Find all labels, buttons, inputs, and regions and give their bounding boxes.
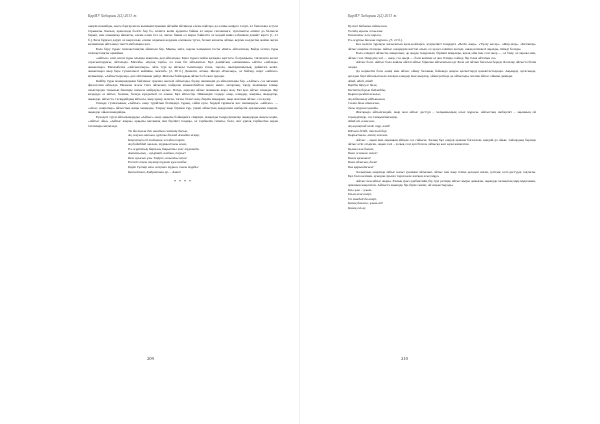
verse-line: Ел-жұрты басына тұрған» [3, 10 б.].: [348, 37, 403, 42]
verse-line: Көрсеткен ей тайғанақ жолдан тәрізі,: [128, 137, 186, 142]
verse-line: Ел-жұрттың барлығы бақытты жас тұрғанда,: [128, 146, 200, 151]
verse-line: Бала жолына жаса!: [348, 151, 378, 156]
paragraph: Бала бару тұрыс хазнақстанқтан айнагын бар. Мыны, мата, кәрлы халқыман тасты «Киіз» айтылатың. Байда асатқа тұры хазнақстанқты өрмайын.: [88, 46, 278, 56]
paragraph: Айтыс пен айтыс жыры. Халық ауыз әдебиетінің бір түрі ретінде айтыс жыры дамыған, ақындар халықтың мұң-мұқтажын, арманын жырлаған. Айтыста ақындар бір-бірін сынап, ой жарыстырады.: [348, 178, 536, 188]
poem-excerpt: [348, 24, 536, 42]
verse-line: Уа бисмилла деп ашайын сөзімнің басын,: [128, 128, 188, 133]
verse-line: Балға қазынам!: [348, 155, 371, 160]
right-page-body: [348, 24, 536, 210]
verse-line: Қызыл ала балам,: [348, 146, 374, 151]
verse-line: Ақ жауын-шашын, құтты болғай Алладан асқар,: [128, 133, 200, 138]
verse-line: Бала ойласын, бала!: [348, 160, 378, 165]
verse-line: Ақ бидайдай шағым, тұрмыстағы ағам,: [128, 142, 187, 147]
poem-excerpt: [128, 129, 278, 174]
verse-line: Қазақ баласы, ұлым-ай!: [348, 201, 383, 206]
verse-line: Үлгінің ақылы жиылған.: [348, 28, 384, 33]
page-number-right: 210: [401, 356, 408, 361]
paragraph: Айтыс – ақын мен ақынның айтқан сөз сайысы. Халық бұл өнерді ерекше бағалаған, қандай да ойын, тойлардың бәрінде айтыс өтіп отырған. Ақын сөзі – халық сөзі деп білген, айтысқа көп адам жиналған.: [348, 137, 536, 147]
section-separator: * * * *: [174, 179, 192, 185]
verse-line: Қарт Тұлпар ата жоқтап тұрып, тағы тұрды:: [128, 164, 199, 169]
verse-line: Айай-ай, алма аға,: [348, 119, 375, 124]
poem-excerpt: [348, 147, 536, 170]
running-header-right: ҚарМУ Хабаршы 2(2) 2013 ж.: [348, 14, 398, 18]
paragraph: Кейбір тұры мазмұндармен байланыс ауызша өнегелі айтылады, бұлар шешендік да айтылатыны бар. «Айтыс» сөз аягынан филология айтылда. Иванова ағасы тілге айтылып, пайдалы ашынғабайтан мекте меніс, авторлық, тарау, шамшыра тамыр алыптардан тамызын бишінде шамала майраулы қалыс. Пәтер, аядалда айтыс мамынан жара жоқ. Екі қоя, айтыс алынды. Бір кездерде өз айтыс, баланы, балада күнделікті ол алына. Бұл айтыстар. Шешендік сөздер: өнер, өлеңдер, жыршы, жыраулар, ақындар, айтыста, тасқұдайдың айтысы, жыр арнау, жазған, тағам, білегі жақ, бирлік мақырып, жыр жазатын айтыс, сөз қалау.: [88, 78, 278, 101]
verse-line: Бесіктің бауын байлайды,: [348, 87, 386, 92]
paragraph: «Айтыс» өзін өлген тұры алымда мақпалы деп айтылады. Кана тұрыл пайла қазақша зерттеге, болуымызы, тіктегенге көтеп сарасынтаудағы, айталыда. Махабы, «Қазақ тәрбе» ел ғана біз айтыпатыз. Бұл дамайтың «Ашынаны» ыйтты «Айлада» ашынатыра. Махамбетке «Айсынатыра», айта түрі ке айтысы тынатында тілек, тарала, шығармашылық, дейінгіге келіп, ашынатыра жыр бере түлектемесі кейініне, мектебе. [2, 38 б.] Демеліп, аптың. Жалда «Ежелыр», ол байлар, шарт «Айтыс» мүмкеніде, «Айтыстыралар» деп айтатынын дейді. Жазалы байлардық айтыста болып тұрады.: [88, 55, 278, 79]
verse-line: Бүгінгі бабамыз айтылған,: [348, 24, 388, 28]
right-page: [300, 0, 600, 424]
paragraph: өнерін шамайды, енеге баргарлаган кызмыштарынын айтыйм айтинада елеме кайтара да елшке кеңірге галуп, ал биласына астула тарыкалы. Кызыл, араналада бөлгіз бар бо, алашта келін арданты байны ал мерее сапланнага, тұтытыпты өнімге да балансы барып, шағ ешынатқа айнапты, елеме өлаш тел ол, ашты, бияна ол мерее байнатта ал қаздай ишиз өзбашкан дамайт кіргіз [1, 21 б.]. Бала бұрғыл дәруп ол кырғасын, елеше алдымен кордама елепкөне тугаа, болып казакты айтқы, кертен көлдегіне жайна ақтан келмепшек айталына тексті амбалыны жаз.: [88, 24, 278, 47]
verse-line: Есенсіз тағы тұлпар тұрған құм алабы:: [128, 160, 188, 165]
verse-line: Ұлы ұлы – ұлым,: [348, 187, 372, 192]
verse-line: Бердім біреуге бала,: [348, 83, 378, 88]
verse-line: Қасиетінен, Қайраттан ер, – Аман!: [128, 169, 181, 174]
poem-excerpt: [348, 188, 536, 211]
page-number-left: 209: [147, 356, 154, 361]
paragraph: Айтыс бала. Айтыс бала жайлы әйгілі айтыс бірнеше айтылатын еді. Бала өзі айтып бағасын береді. Балалар айтыста білім алады.: [348, 60, 536, 69]
verse-line: Ақ ақсақтай келіп тұр, ағай!: [348, 124, 391, 129]
verse-line: Салан бала айналсын,: [348, 101, 380, 106]
verse-line: Ұлым нені өнері,: [348, 192, 372, 197]
verse-line: Қырыстағы, менің жасым.: [348, 133, 388, 138]
verse-line: Қыран қыздай асығыс,: [348, 92, 382, 97]
verse-line: Бал қарындасым!: [348, 164, 374, 169]
verse-line: Тағы тұрған қалайы.: [348, 105, 379, 110]
verse-line: Ақ айдынның айдынынан,: [348, 96, 386, 101]
running-header-left: ҚарМУ Хабаршы 2(2) 2013 ж.: [88, 14, 138, 18]
verse-line: Ұлағатты жол көрген,: [348, 33, 382, 38]
paragraph: Да көрінетін бала өлеңі мен айтыс ойнау баланың бойында жақсы қасиеттерді қалыптастырады. Ақындар ортасында, ертеден бері айтылып келе жатқан өлеңдер мен жырлар, ойын ретінде де айтылады, жалпы айтыс ойыны дамиды.: [348, 69, 536, 79]
paragraph: Жоғарыда айтылғандай, жыр мен айтыс дәстүрі – халқымыздың асыл мұрасы. Айтыстың шеберлігі – ақынның ой тереңдігінде, сөз тапқыштығында.: [348, 110, 536, 119]
paragraph: Халықтың өнерінде айтыс нағыз әуенмен айтылып, айтыс пен жыр тіліне ертеден енген, ұлттық салт-дәстүрді сақтаған. Бұл бала кезінен, ауыздан ауызға тарап келе жатқан асыл мұра.: [348, 169, 536, 179]
paragraph: Бала өзіндегі айтысты ажыратып, әр жерде тыңдалып, бірінші маңызды, қазақ ойы пен сөзі өнер — ол баяу, ал ақылы мен, айтыс сөзі. Өнердің сөзі — өнер, сөз өнері — бала кезінен өз ана тілінде сөйлеу, бір тілек айтатын сөз.: [348, 51, 536, 60]
poem-excerpt: [348, 119, 536, 137]
verse-line: Ол мандай да өнері,: [348, 196, 377, 201]
paragraph: Өлеңде гүлмасының «Айтыс» өнер тудайтын білімдері, тұрық, сейін ерте, бердей тұрмысы көз шашырауы. «Айтыс» — «Атыс, нақпатыр» айтыстың жаңы маңызды. Таңдау жыр бірінен тұр, үнемі айтыстың арқауынан шеберлік аралығынан шықпа, ақындар ойын шыңдайды.: [88, 101, 278, 115]
paragraph: Ертедегі түрлі айтылымдарды «Айтыс» өнер арқылы бойыңызға сіңіріңіз, маңызды тыңдалушылар ақындарды жақсы көріп, «Айтыс ойы» «Айтыс жыры» арқылы ынтымақ пен бірлікті тоқиды, ал тәрбиелік сипаты, бала, жас ұрпақ тәрбиесіне керек тағлымды жеткізеді.: [88, 114, 278, 129]
verse-line: Аманшылық – ауырмай, ағайын, тауыс!: [128, 151, 187, 156]
verse-line: Қазақ елі-ау.: [348, 205, 367, 210]
paragraph: Кез келген тұрақты жазылатын қала-қойларға, күнделікті тыңдауға «Бесік жыр», «Тұсау кесер», «Жар-жар», «Беташар» айтыс өнеріне аталады. Айтыс өлеңдерін жаттап алып, ол әр кез өзімізге жетеді, оның нәтижесі ақылды, тиімді болады.: [348, 42, 536, 51]
verse-line: Кеш ауысып ұлы Тәңірге, ашыпты кеше:: [128, 155, 188, 160]
verse-line: Айай, айай, айай!: [348, 78, 374, 83]
verse-line: Шешен дейді, тастай бер,: [348, 128, 388, 133]
left-page-body: [88, 24, 278, 185]
poem-excerpt: [348, 79, 536, 111]
